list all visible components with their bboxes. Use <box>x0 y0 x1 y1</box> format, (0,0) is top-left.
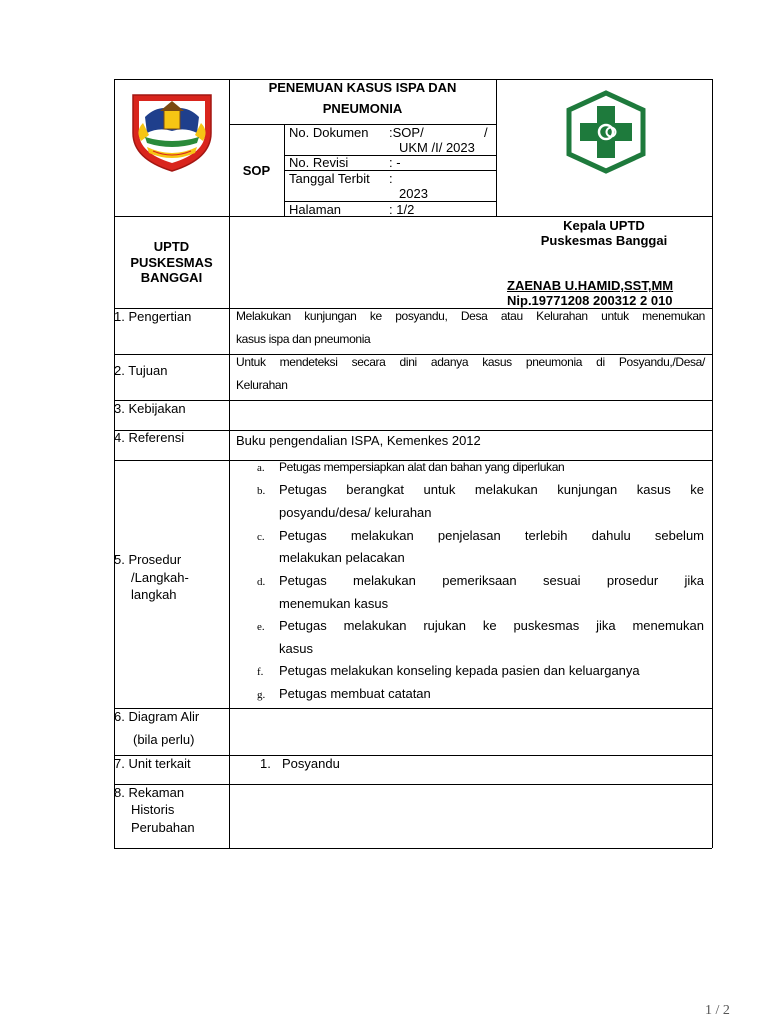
step-text-line2: kasus <box>279 641 313 656</box>
referensi-label: 4. Referensi <box>114 430 185 445</box>
tujuan-text-line1: Untuk mendeteksi secara dini adanya kasus pneumonia di Posyandu,/Desa/ <box>236 355 705 369</box>
prosedur-label-line1: 5. Prosedur <box>114 552 182 567</box>
no-revisi-value: : - <box>389 155 401 170</box>
kabupaten-banggai-logo <box>127 87 217 173</box>
step-marker: a. <box>257 462 265 474</box>
step-text-line2: melakukan pelacakan <box>279 550 405 565</box>
unit-terkait-item: Posyandu <box>282 756 340 771</box>
signature-name: ZAENAB U.HAMID,SST,MM <box>507 278 674 293</box>
puskesmas-logo <box>563 90 649 174</box>
step-text: Petugas melakukan rujukan ke puskesmas jika menemukan <box>279 618 704 633</box>
no-dokumen-label: No. Dokumen <box>289 125 369 140</box>
step-text-line2: posyandu/desa/ kelurahan <box>279 505 432 520</box>
rekaman-label-line3: Perubahan <box>131 820 195 835</box>
tujuan-label: 2. Tujuan <box>114 363 168 378</box>
step-text: Petugas melakukan konseling kepada pasien dan keluarganya <box>279 663 640 678</box>
signature-title-line1: Kepala UPTD <box>563 218 645 233</box>
diagram-alir-label-line1: 6. Diagram Alir <box>114 709 200 724</box>
prosedur-label-line3: langkah <box>131 587 177 602</box>
no-revisi-label: No. Revisi <box>289 155 349 170</box>
halaman-value: : 1/2 <box>389 202 415 217</box>
step-text: Petugas membuat catatan <box>279 686 431 701</box>
diagram-alir-label-line2: (bila perlu) <box>133 732 195 747</box>
org-name-line3: BANGGAI <box>140 270 203 285</box>
page-number: 1 / 2 <box>705 1003 730 1018</box>
step-marker: g. <box>257 689 266 701</box>
rekaman-label-line1: 8. Rekaman <box>114 785 185 800</box>
prosedur-label-line2: /Langkah- <box>131 570 189 585</box>
kebijakan-label: 3. Kebijakan <box>114 401 186 416</box>
pengertian-label: 1. Pengertian <box>114 309 192 324</box>
tanggal-terbit-label: Tanggal Terbit <box>289 171 370 186</box>
unit-terkait-label: 7. Unit terkait <box>114 756 191 771</box>
signature-nip: Nip.19771208 200312 2 010 <box>507 293 673 308</box>
no-dokumen-value-line2: UKM /I/ 2023 <box>399 140 475 155</box>
org-name-line1: UPTD <box>153 239 190 254</box>
tujuan-text-line2: Kelurahan <box>236 378 288 392</box>
org-name-line2: PUSKESMAS <box>130 255 213 270</box>
step-marker: c. <box>257 531 265 543</box>
step-marker: f. <box>257 666 264 678</box>
unit-terkait-number: 1. <box>260 756 271 771</box>
step-marker: e. <box>257 621 265 633</box>
sop-label: SOP <box>242 163 271 178</box>
signature-title-line2: Puskesmas Banggai <box>540 233 668 248</box>
tanggal-terbit-colon: : <box>389 171 393 186</box>
referensi-text: Buku pengendalian ISPA, Kemenkes 2012 <box>236 433 481 448</box>
pengertian-text-line2: kasus ispa dan pneumonia <box>236 332 371 346</box>
rekaman-label-line2: Historis <box>131 802 175 817</box>
pengertian-text-line1: Melakukan kunjungan ke posyandu, Desa atau Kelurahan untuk menemukan <box>236 309 705 323</box>
document-title-line1: PENEMUAN KASUS ISPA DAN <box>268 80 457 95</box>
no-dokumen-value: :SOP/ <box>389 125 424 140</box>
step-text: Petugas melakukan penjelasan terlebih dahulu sebelum <box>279 528 704 543</box>
no-dokumen-slash: / <box>484 125 488 140</box>
step-marker: b. <box>257 485 266 497</box>
step-text: Petugas mempersiapkan alat dan bahan yang diperlukan <box>279 460 565 474</box>
step-marker: d. <box>257 576 266 588</box>
tanggal-terbit-value: 2023 <box>399 186 428 201</box>
step-text-line2: menemukan kasus <box>279 596 389 611</box>
step-text: Petugas berangkat untuk melakukan kunjungan kasus ke <box>279 482 704 497</box>
step-text: Petugas melakukan pemeriksaan sesuai prosedur jika <box>279 573 704 588</box>
halaman-label: Halaman <box>289 202 342 217</box>
document-title-line2: PNEUMONIA <box>322 101 403 116</box>
